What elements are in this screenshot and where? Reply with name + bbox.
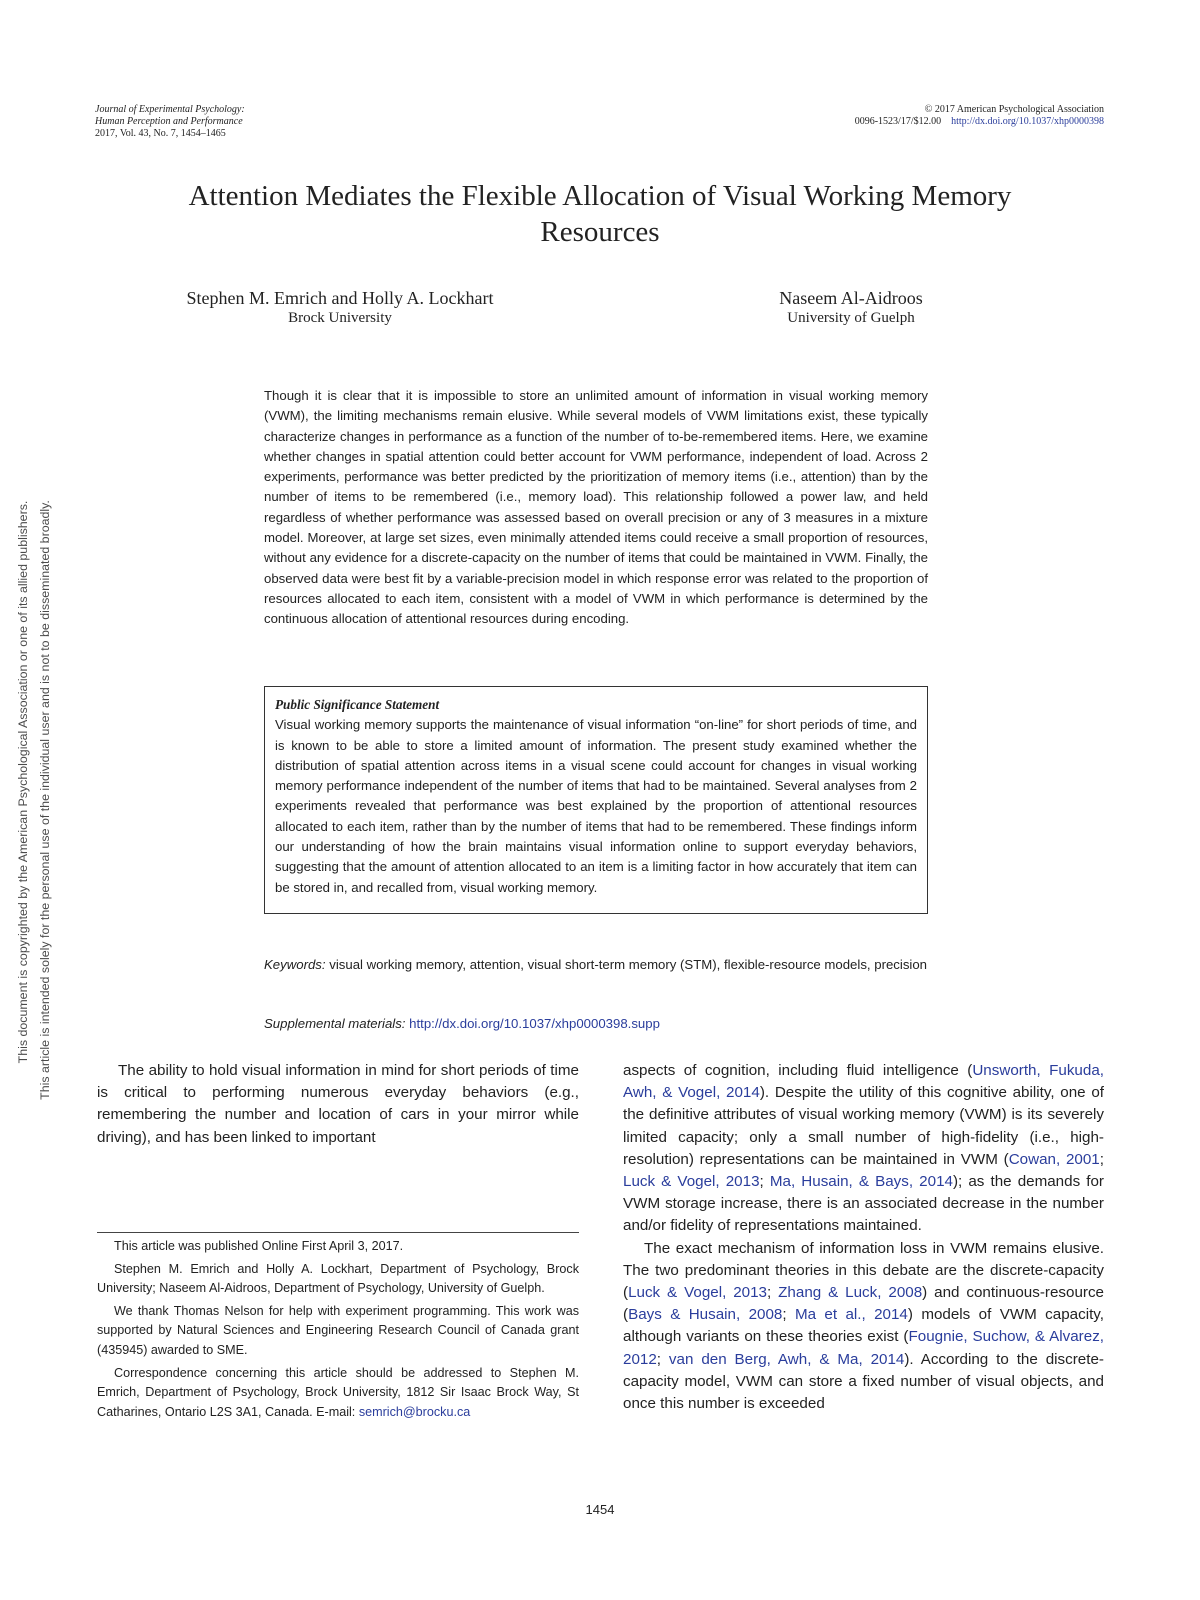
text-run: ). Despite the utility of this cognitive ability, one of the definitive attributes of visual working memory (VWM) is its severely limited capacity; only a small number of high-fidelity (i.e., high-resolution) representations can be maintained in VWM ( [623, 1084, 1104, 1168]
text-run: aspects of cognition, including fluid intelligence ( [623, 1062, 973, 1079]
keywords-text: visual working memory, attention, visual short-term memory (STM), flexible-resource models, precision [329, 957, 928, 972]
text-run: ) and continuous-resource ( [623, 1284, 1104, 1324]
text-run: ; [759, 1173, 770, 1191]
author-affiliation: Brock University [288, 310, 392, 326]
journal-name-line-2: Human Perception and Performance [95, 116, 243, 127]
footnote-correspondence [97, 1364, 579, 1423]
author-block-2 [740, 287, 962, 327]
keywords-label: Keywords: [264, 957, 326, 972]
citation-link[interactable]: Luck & Vogel, 2013 [628, 1284, 768, 1302]
citation-link[interactable]: Unsworth, Fukuda, Awh, & Vogel, 2014 [623, 1062, 1104, 1102]
significance-text: Visual working memory supports the maintenance of visual information “on-line” for short periods of time, and is known to be able to store a limited amount of information. The present study examined whether the distribution of spatial attention across items in a visual scene could account for changes in visual working memory performance independent of the number of items that had to be maintained. Several analyses from 2 experiments revealed that performance was best explained by the proportion of attentional resources allocated to each item, rather than by the number of items that had to be remembered. These findings inform our understanding of how the brain maintains visual information online to support everyday behaviors, suggesting that the amount of attention allocated to an item is a limiting factor in how accurately that item can be stored in, and recalled from, visual working memory. [275, 717, 917, 895]
footnotes [97, 1237, 579, 1425]
citation-link[interactable]: Ma, Husain, & Bays, 2014 [769, 1173, 953, 1191]
supplemental-label: Supplemental materials: [264, 1016, 406, 1031]
keywords [264, 955, 928, 975]
citation-link[interactable]: Zhang & Luck, 2008 [778, 1284, 923, 1302]
doi-link[interactable]: http://dx.doi.org/10.1037/xhp0000398 [951, 116, 1104, 127]
supplemental-link[interactable]: http://dx.doi.org/10.1037/xhp0000398.supp [409, 1016, 660, 1031]
body-paragraph [623, 1238, 1104, 1416]
citation-link[interactable]: Cowan, 2001 [1008, 1150, 1100, 1168]
footnote-acknowledgments: We thank Thomas Nelson for help with experiment programming. This work was supported by Natural Sciences and Engineering Research Council of Canada grant (435945) awarded to SME. [97, 1303, 579, 1357]
footnote-publication: This article was published Online First April 3, 2017. [114, 1239, 404, 1253]
copyright-notice: © 2017 American Psychological Association [924, 104, 1104, 115]
page-number: 1454 [585, 1502, 615, 1517]
text-run: ) models of VWM capacity, although variants on these theories exist ( [623, 1306, 1104, 1346]
text-run: The exact mechanism of information loss in VWM remains elusive. The two predominant theories in this debate are the discrete-capacity ( [623, 1239, 1104, 1302]
body-paragraph [623, 1060, 1104, 1238]
citation-link[interactable]: Luck & Vogel, 2013 [623, 1173, 760, 1191]
footnote-divider [97, 1232, 579, 1233]
abstract: Though it is clear that it is impossible to store an unlimited amount of information in visual working memory (VWM), the limiting mechanisms remain elusive. While several models of VWM limitations exist, these typically characterize changes in performance as a function of the number of to-be-remembered items. Here, we examine whether changes in spatial attention could better account for VWM performance, independent of load. Across 2 experiments, performance was better predicted by the prioritization of memory items (i.e., attention) than by the number of items to be remembered (i.e., memory load). This relationship followed a power law, and held regardless of whether performance was assessed based on overall precision or any of 3 measures in a mixture model. Moreover, at large set sizes, even minimally attended items could receive a small proportion of resources, without any evidence for a discrete-capacity on the number of items that could be maintained in VWM. Finally, the observed data were best fit by a variable-precision model in which response error was related to the proportion of resources allocated to each item, consistent with a model of VWM in which performance is determined by the continuous allocation of attentional resources during encoding. [264, 388, 928, 627]
publication-info [684, 104, 1104, 128]
text-run: ; [767, 1284, 779, 1302]
body-column-left [97, 1060, 579, 1149]
author-names: Stephen M. Emrich and Holly A. Lockhart [186, 288, 494, 308]
public-significance-box [264, 686, 928, 914]
email-link[interactable]: semrich@brocku.ca [358, 1404, 471, 1419]
text-run: ); as the demands for VWM storage increase, there is an associated decrease in the number and/or fidelity of representations maintained. [623, 1173, 1104, 1235]
text-run: ). According to the discrete-capacity model, VWM can store a fixed number of visual objects, and once this number is exceeded [623, 1350, 1104, 1413]
issn-doi-line [684, 116, 1104, 128]
significance-heading: Public Significance Statement [275, 697, 440, 712]
journal-name-line-1: Journal of Experimental Psychology: [95, 104, 245, 115]
copyright-watermark-line-2: This article is intended solely for the personal use of the individual user and is not to be disseminated broadly. [38, 500, 52, 1100]
issn: 0096-1523/17/$12.00 [854, 116, 942, 127]
journal-info [95, 104, 415, 140]
author-names: Naseem Al-Aidroos [779, 288, 923, 308]
text-run: ; [782, 1306, 795, 1324]
citation-link[interactable]: Bays & Husain, 2008 [628, 1306, 783, 1324]
text-run: ; [656, 1350, 669, 1368]
supplemental-materials [264, 1014, 928, 1034]
citation-link[interactable]: Fougnie, Suchow, & Alvarez, 2012 [623, 1328, 1105, 1368]
body-paragraph: The ability to hold visual information in mind for short periods of time is critical to performing numerous everyday behaviors (e.g., remembering the number and location of cars in your mirror while driving), and has been linked to important [97, 1062, 579, 1146]
article-title: Attention Mediates the Flexible Allocation of Visual Working Memory Resources [188, 180, 1012, 248]
citation-link[interactable]: Ma et al., 2014 [794, 1306, 908, 1324]
author-affiliation: University of Guelph [787, 310, 915, 326]
correspondence-text: Correspondence concerning this article should be addressed to Stephen M. Emrich, Department of Psychology, Brock University, 1812 Sir Isaac Brock Way, St Catharines, Ontario L2S 3A1, Canada. E-mail: [97, 1365, 579, 1419]
journal-volume: 2017, Vol. 43, No. 7, 1454–1465 [95, 128, 226, 139]
text-run: ; [1099, 1150, 1104, 1168]
body-column-right [623, 1060, 1104, 1415]
footnote-affiliations: Stephen M. Emrich and Holly A. Lockhart, Department of Psychology, Brock University; Naseem Al-Aidroos, Department of Psychology, University of Guelph. [97, 1261, 579, 1296]
copyright-watermark-line-1: This document is copyrighted by the American Psychological Association or one of its allied publishers. [16, 500, 30, 1064]
citation-link[interactable]: van den Berg, Awh, & Ma, 2014 [668, 1350, 905, 1368]
author-block-1 [130, 287, 550, 327]
